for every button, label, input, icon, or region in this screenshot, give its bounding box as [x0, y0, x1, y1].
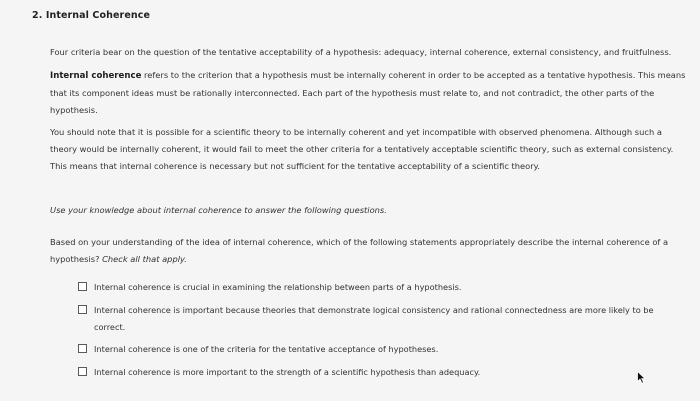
option-label: Internal coherence is important because theories that demonstrate logical consistency and rational connectedness are more likely to be correct.	[94, 305, 654, 332]
option-label: Internal coherence is crucial in examining the relationship between parts of a hypothesis.	[94, 282, 462, 292]
question-text: Based on your understanding of the idea of internal coherence, which of the following statements appropriately describe the internal coherence of a hypothesis?	[50, 237, 669, 264]
checkbox[interactable]	[78, 305, 87, 314]
question-prompt	[50, 234, 690, 268]
note-paragraph: You should note that it is possible for a scientific theory to be internally coherent and yet incompatible with observed phenomena. Although such a theory would be internally coherent, it would fail to meet the other criteria for a tentatively acceptable scientific theory, such as external consistency. This means that internal coherence is necessary but not sufficient for the tentative acceptability of a scientific theory.	[50, 127, 674, 171]
definition-text: refers to the criterion that a hypothesis must be internally coherent in order to be accepted as a tentative hypothesis. This means that its component ideas must be rationally interconnected. Each part of the hypothesis must relate to, and not contradict, the other parts of the hypothesis.	[50, 70, 686, 115]
question-hint: Check all that apply.	[102, 254, 187, 264]
checkbox[interactable]	[78, 367, 87, 376]
answer-option[interactable]	[78, 341, 678, 358]
definition-paragraph	[50, 67, 690, 119]
option-label: Internal coherence is more important to the strength of a scientific hypothesis than adequacy.	[94, 367, 481, 377]
section-title: 2. Internal Coherence	[32, 10, 151, 21]
definition-term: Internal coherence	[50, 71, 142, 81]
answer-option[interactable]	[78, 364, 678, 381]
intro-paragraph: Four criteria bear on the question of the tentative acceptability of a hypothesis: adequacy, internal coherence, external consistency, and fruitfulness.	[50, 47, 672, 57]
answer-options	[78, 279, 678, 388]
checkbox[interactable]	[78, 282, 87, 291]
checkbox[interactable]	[78, 344, 87, 353]
answer-option[interactable]	[78, 279, 678, 296]
answer-option[interactable]	[78, 302, 678, 336]
option-label: Internal coherence is one of the criteria for the tentative acceptance of hypotheses.	[94, 344, 439, 354]
instruction-text: Use your knowledge about internal coherence to answer the following questions.	[50, 205, 387, 215]
